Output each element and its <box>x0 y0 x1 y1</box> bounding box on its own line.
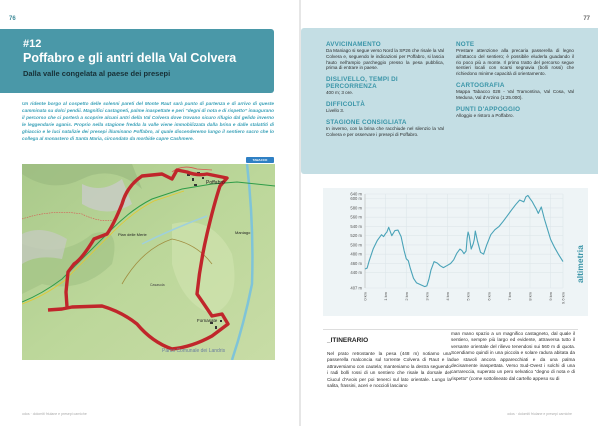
x-tick-label: 7 km <box>506 292 512 301</box>
y-tick-label: 460 m <box>350 260 362 266</box>
y-tick-label: 560 m <box>350 214 362 220</box>
y-tick-label: 600 m <box>350 196 362 202</box>
map-label: Maniago <box>235 230 251 235</box>
topographic-map <box>22 164 275 360</box>
y-tick-label: 520 m <box>350 233 362 239</box>
info-box <box>301 28 598 174</box>
route-map <box>22 164 275 360</box>
left-page <box>0 0 299 426</box>
y-tick-label: 580 m <box>350 205 362 211</box>
info-text: Da Maniago si segue verso Nord la SP26 che risale la Val Colvera e, seguendo le indicazioni per Poffabro, si lascia l'auto nell'ampio parcheggio presso la pesa pubblica, prima di entrare in paese. <box>326 48 444 71</box>
x-tick-label: 0 km <box>362 292 368 301</box>
x-tick-label: 4 km <box>445 292 450 301</box>
map-publisher-badge: TABACCO <box>246 157 274 163</box>
footer: odos · dolomiti friulane e presepi carniche <box>22 412 87 416</box>
info-text: 400 m; 3 ore. <box>326 90 354 96</box>
info-text: Mappa Tabacco 028 - Val Tramontina, Val Cosa, Val Meduna, Val d'Arzino (1:25.000). <box>456 88 574 100</box>
title-banner <box>0 29 274 93</box>
x-tick-label: 5 km <box>465 292 471 301</box>
map-label: Pian delle Merie <box>118 232 147 237</box>
page-number: 77 <box>583 16 590 22</box>
intro-paragraph: Un ridente borgo al cospetto delle solenni pareti del Monte Raut sarà punto di partenza e di arrivo di queste camminata su dolci pendii. Magnifici castagneti, palme inaspettate e peri “degni di nota e di rispetto” inaugurano il percorso che ci porterà a scoprire alcuni antri della Val Colvera dove trovano sicuro rifugio dal gelido inverno le leggendarie aganis. Proprio nella stagione fredda la valle viene immobilizzata dalla brina e dalle stalattiti di ghiaccio e le luci natalizie dei presepi illuminano Poffabro, al quale discenderemo lungo il sentiero sacro che lo collega al monastero di Santa Maria, circondato da morbide capre Cashmere. <box>22 101 274 141</box>
info-text: Prestare attenzione alla precaria passerella di legno all'attacco del sentiero; è possibile eluderla guadando il rio poco più a monte. Il primo tratto del percorso segue sentieri locali con scarsi segnavia (bolli rossi) che richiedono minime capacità di orientamento. <box>456 48 574 77</box>
y-tick-label: 500 m <box>350 242 362 248</box>
footer: odos · dolomiti friulane e presepi carniche <box>507 412 572 416</box>
map-label: Casasola <box>150 283 165 287</box>
route-title: Poffabro e gli antri della Val Colvera <box>23 51 237 65</box>
y-tick-label: 640 m <box>350 191 362 197</box>
divider <box>323 329 578 330</box>
info-text: Alloggio e ristoro a Poffabro. <box>456 112 514 118</box>
info-column-left <box>326 41 444 142</box>
map-label: Fornasate <box>197 318 218 323</box>
y-tick-label: 480 m <box>350 251 362 257</box>
y-tick-label: 440 m <box>350 270 362 276</box>
info-heading: PUNTI D'APPOGGIO <box>456 105 521 113</box>
route-subtitle: Dalla valle congelata al paese dei presepi <box>23 69 171 78</box>
info-heading: STAGIONE CONSIGLIATA <box>326 118 407 126</box>
right-page <box>301 0 600 426</box>
info-text: Livello 3. <box>326 107 345 113</box>
info-heading: NOTE <box>456 41 475 48</box>
map-label: Parco Comunale dei Landris <box>162 348 226 354</box>
info-text: In inverno, con la brina che racchiude nel silenzio la Val Colvera e per osservare i presepi di Poffabro. <box>326 125 444 137</box>
elevation-chart-svg <box>323 188 588 316</box>
chart-side-label: altimetria <box>575 245 585 283</box>
itinerary-text-left: Nel prato retrostante la pesa (448 m) notiamo una passerella malconcia sul torrente Colvera di Raut e la attraversiamo con cautela; manteniamo la destra seguendo i radi bolli rossi di un sentiero che risale la dorsale del Ciucul d'Avois per poi tenerci sul lato orientale. Lungo la salita, frassini, aceri e noccioli lasciano <box>327 351 451 389</box>
x-tick-label: 9 km <box>548 292 554 301</box>
x-tick-label: 6 km <box>486 292 492 301</box>
info-heading: DISLIVELLO, TEMPI DI PERCORRENZA <box>326 76 398 91</box>
x-tick-label: 9.6 km <box>560 292 566 305</box>
y-tick-label: 540 m <box>350 223 362 229</box>
info-heading: AVVICINAMENTO <box>326 41 381 48</box>
info-heading: CARTOGRAFIA <box>456 81 505 89</box>
route-number: #12 <box>23 38 42 50</box>
x-tick-label: 2 km <box>403 292 409 301</box>
info-heading: DIFFICOLTÀ <box>326 100 365 108</box>
elevation-chart <box>323 188 588 316</box>
x-tick-label: 3 km <box>424 292 430 301</box>
info-column-right <box>456 41 574 123</box>
x-tick-label: 1 km <box>383 292 389 301</box>
y-tick-label: 407 m <box>350 285 362 291</box>
itinerary-heading: _ITINERARIO <box>327 337 369 344</box>
itinerary-text-right: man mano spazio a un magnifico castagneto, dal quale il sentiero, sempre più largo ed evidente, attraversa tutto il versante orientale del rilievo tenendosi sui 560 m di quota. Scendiamo quindi in una piccola e solare radura abitata da due stavoli ancora apparecchiati e da una palma decisamente inaspettata. Verso Sud-Ovest i solchi di una carrareccia, superato un pero selvatico “degno di nota e di rispetto” (come sottolineato dal cartello appeso su di <box>451 331 575 381</box>
map-label: Poffabro <box>206 180 225 186</box>
x-tick-label: 8 km <box>527 292 533 301</box>
page-number: 76 <box>9 16 16 22</box>
